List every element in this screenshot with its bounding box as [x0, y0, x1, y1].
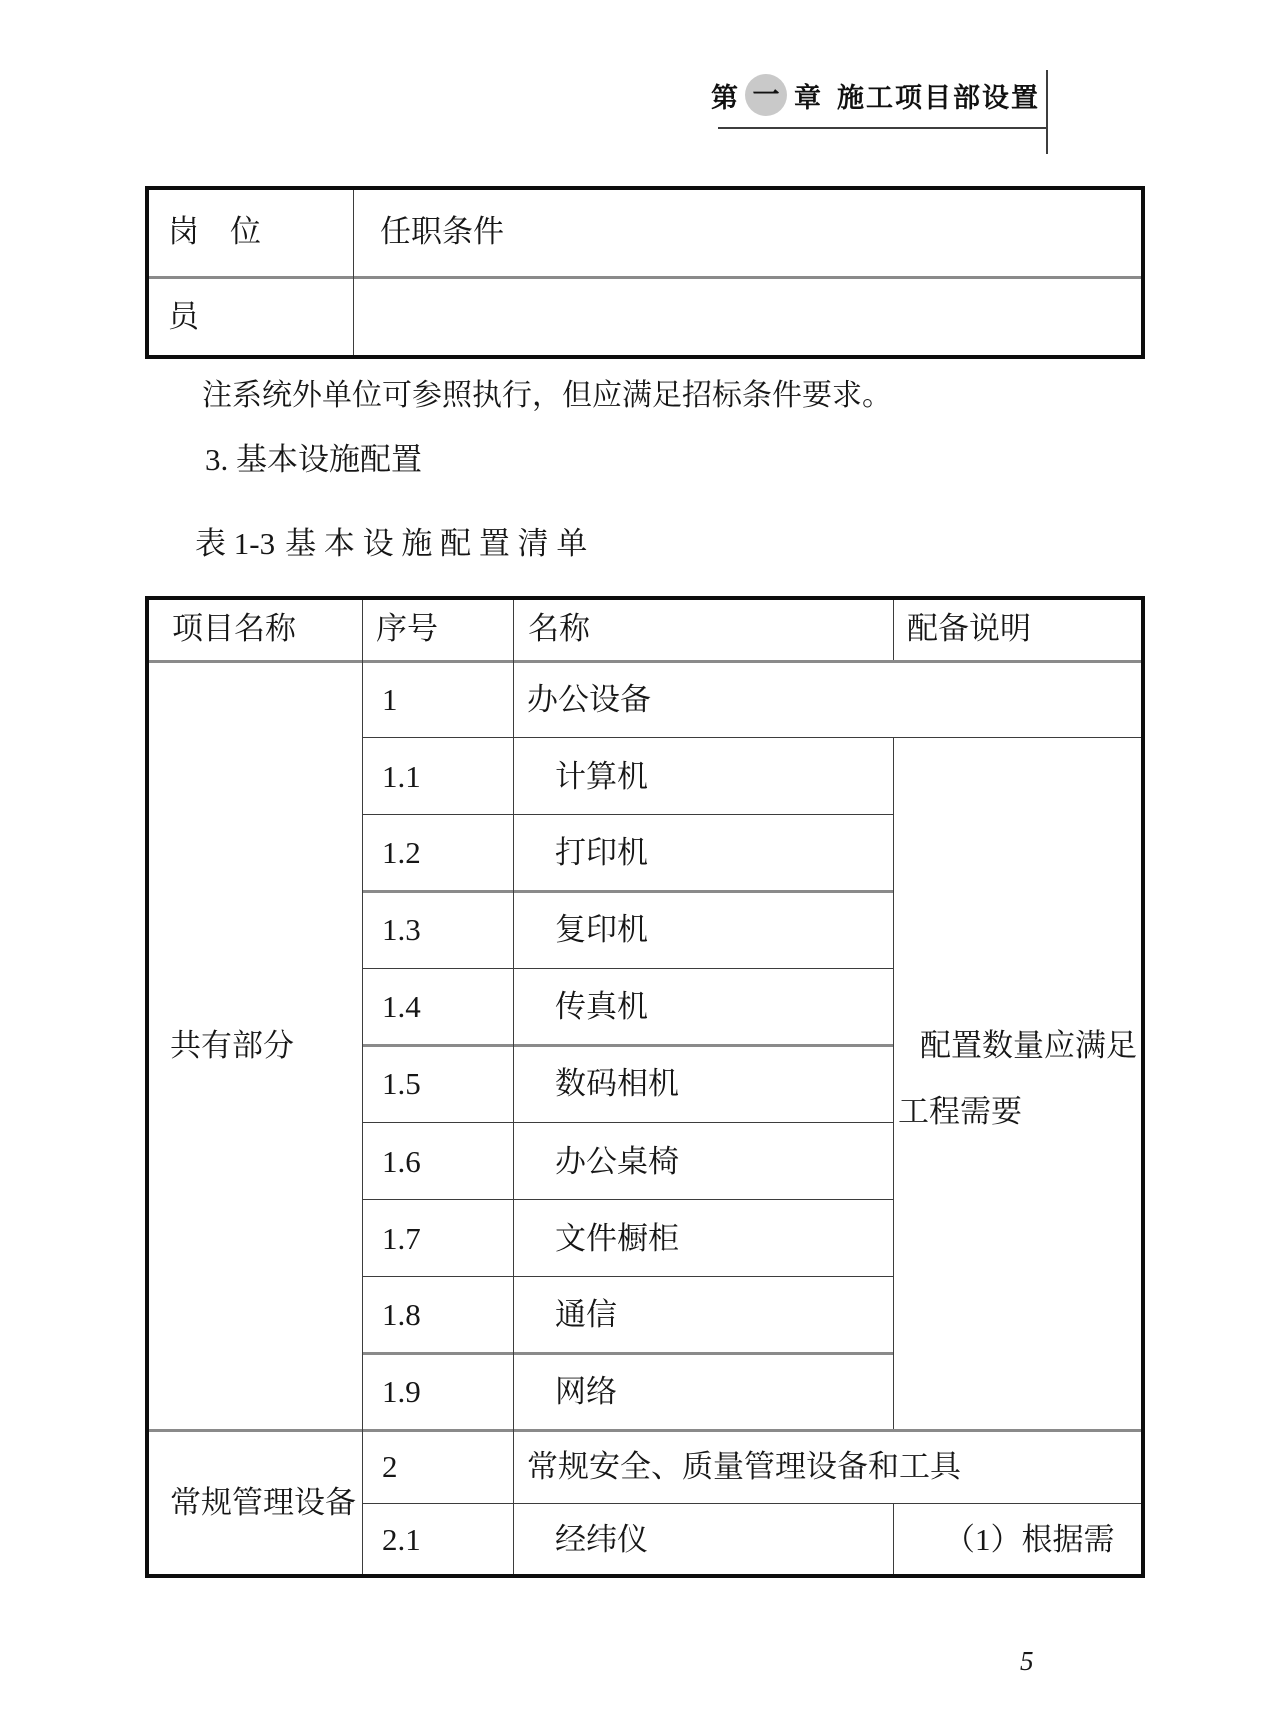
- grid-line-horizontal: [362, 1199, 893, 1200]
- row-provision-note: （1）根据需: [944, 1522, 1115, 1557]
- grid-line-vertical: [893, 600, 894, 660]
- grid-line-horizontal: [145, 1574, 1145, 1578]
- row-name: 办公桌椅: [555, 1144, 679, 1179]
- row-name: 经纬仪: [555, 1522, 648, 1557]
- grid-line-horizontal: [145, 596, 1145, 600]
- grid-line-horizontal: [362, 1503, 1145, 1504]
- grid-line-horizontal: [145, 355, 1145, 359]
- top-table-cell-yuan: 员: [168, 299, 199, 334]
- row-name: 打印机: [555, 835, 648, 870]
- row-serial: 1.7: [382, 1221, 421, 1256]
- chapter-number-badge: [745, 74, 787, 116]
- col-header-project-name: 项目名称: [172, 611, 296, 646]
- top-table-header-requirements: 任职条件: [380, 214, 504, 249]
- chapter-prefix: 第: [711, 82, 738, 113]
- grid-line-horizontal: [362, 1352, 893, 1355]
- col-header-serial: 序号: [376, 611, 438, 646]
- table-caption-label: 表 1-3: [195, 526, 276, 561]
- row-name: 传真机: [555, 989, 648, 1024]
- header-underline: [718, 127, 1048, 129]
- page-number: 5: [1020, 1646, 1034, 1676]
- header-vertical-rule: [1046, 70, 1048, 154]
- shared-note-line2: 工程需要: [898, 1094, 1022, 1129]
- col-header-provision-note: 配备说明: [907, 611, 1031, 646]
- grid-line-horizontal: [145, 186, 1145, 190]
- grid-line-vertical: [353, 190, 354, 355]
- row-serial: 2: [382, 1449, 398, 1484]
- grid-line-horizontal: [145, 1429, 1145, 1432]
- grid-line-vertical: [1141, 596, 1145, 1578]
- grid-line-horizontal: [362, 737, 1145, 738]
- row-serial: 2.1: [382, 1522, 421, 1557]
- row-serial: 1.6: [382, 1144, 421, 1179]
- row-serial: 1.1: [382, 759, 421, 794]
- grid-line-vertical: [362, 600, 363, 1574]
- row-serial: 1.2: [382, 835, 421, 870]
- grid-line-vertical: [145, 596, 149, 1578]
- grid-line-vertical: [893, 737, 894, 1429]
- row-serial: 1.3: [382, 912, 421, 947]
- row-name: 办公设备: [527, 682, 651, 717]
- group-label-common: 共有部分: [170, 1028, 294, 1063]
- row-serial: 1: [382, 682, 398, 717]
- grid-line-horizontal: [362, 890, 893, 893]
- group-label-regular-equipment: 常规管理设备: [170, 1485, 356, 1520]
- row-serial: 1.4: [382, 989, 421, 1024]
- grid-line-vertical: [1141, 186, 1145, 359]
- chapter-number: 一: [752, 80, 780, 110]
- top-table-header-position: 岗 位: [168, 214, 261, 249]
- chapter-suffix: 章: [794, 82, 821, 113]
- chapter-title: 施工项目部设置: [837, 82, 1040, 113]
- section-heading: 3. 基本设施配置: [205, 442, 422, 477]
- grid-line-horizontal: [145, 660, 1145, 663]
- grid-line-horizontal: [145, 276, 1145, 279]
- row-name: 数码相机: [555, 1066, 679, 1101]
- row-name: 文件橱柜: [555, 1221, 679, 1256]
- shared-note-line1: 配置数量应满足: [920, 1028, 1137, 1063]
- grid-line-horizontal: [362, 1276, 893, 1277]
- row-name: 常规安全、质量管理设备和工具: [527, 1449, 961, 1484]
- page-header: [711, 74, 1040, 116]
- grid-line-horizontal: [362, 1122, 893, 1123]
- row-serial: 1.9: [382, 1374, 421, 1409]
- row-name: 计算机: [555, 759, 648, 794]
- table-caption: [195, 527, 587, 560]
- grid-line-horizontal: [362, 1044, 893, 1047]
- row-serial: 1.5: [382, 1066, 421, 1101]
- row-name: 通信: [555, 1297, 617, 1332]
- row-name: 复印机: [555, 912, 648, 947]
- table-caption-title: 基 本 设 施 配 置 清 单: [285, 526, 588, 561]
- row-name: 网络: [555, 1374, 617, 1409]
- grid-line-vertical: [893, 1503, 894, 1574]
- note-text: 注系统外单位可参照执行，但应满足招标条件要求。: [202, 379, 892, 412]
- col-header-name: 名称: [528, 611, 590, 646]
- grid-line-horizontal: [362, 968, 893, 969]
- row-serial: 1.8: [382, 1297, 421, 1332]
- grid-line-horizontal: [362, 814, 893, 815]
- grid-line-vertical: [145, 186, 149, 359]
- grid-line-vertical: [513, 600, 514, 1574]
